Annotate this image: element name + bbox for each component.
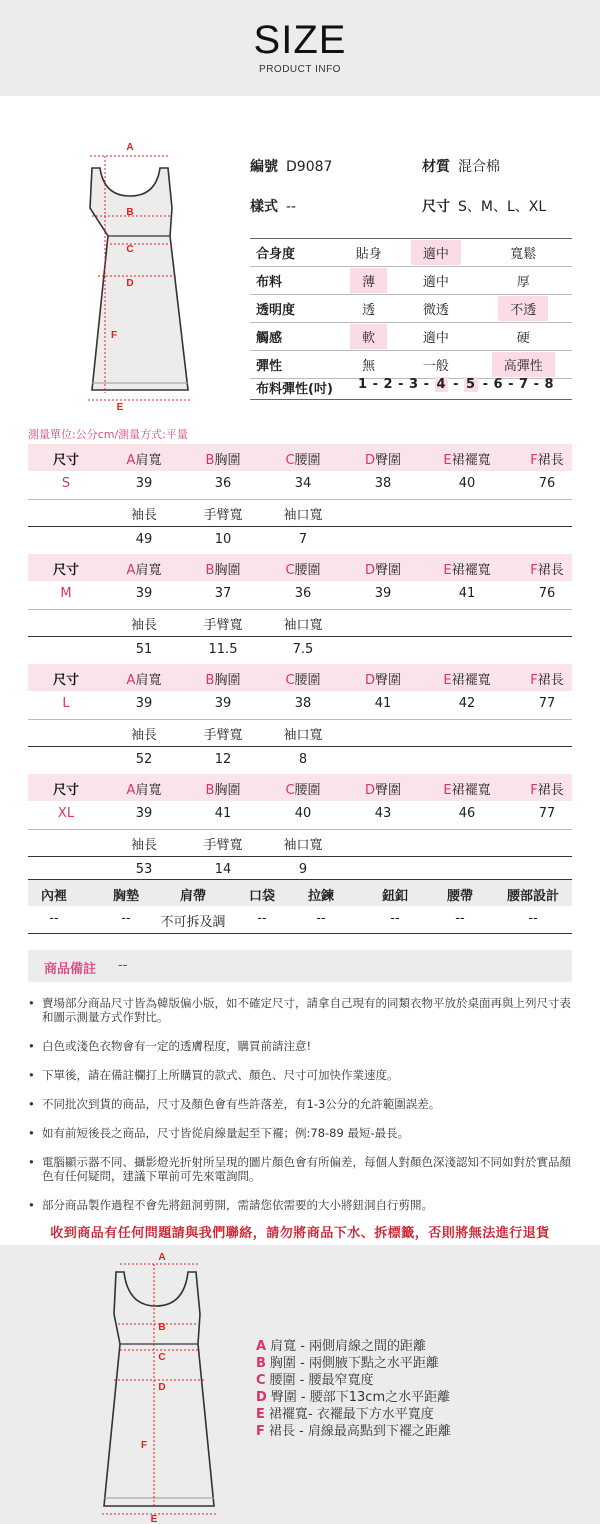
- column-header: [346, 449, 420, 468]
- column-header: [516, 559, 578, 578]
- attribute-option: 貼身: [340, 239, 397, 267]
- attribute-label: 觸感: [250, 323, 340, 351]
- remarks-bar: 商品備註 --: [28, 950, 572, 982]
- column-letter: E: [443, 563, 452, 578]
- extra-value: 7.5: [292, 642, 314, 657]
- column-header: [426, 559, 508, 578]
- page-subtitle: PRODUCT INFO: [259, 64, 341, 75]
- extra-value: 11.5: [208, 642, 238, 657]
- detail-header: 胸墊: [112, 889, 139, 904]
- column-header: [112, 449, 176, 468]
- note-item: • 不同批次到貨的商品，尺寸及顏色會有些許落差，有1-3公分的允許範圍誤差。: [28, 1097, 576, 1111]
- column-letter: D: [364, 563, 375, 578]
- legend-text: 臀圍 - 腰部下13cm之水平距離: [270, 1390, 451, 1405]
- column-letter: A: [126, 563, 136, 578]
- column-name: 裙襬寬: [451, 453, 491, 468]
- column-letter: C: [285, 673, 295, 688]
- product-style: 樣式 --: [250, 199, 297, 215]
- size-values-row: [28, 471, 572, 498]
- column-letter: F: [530, 783, 538, 798]
- size-value: 46: [458, 806, 476, 821]
- dress-diagram-bottom: [96, 1248, 226, 1524]
- column-name: 胸圍: [214, 783, 241, 798]
- attribute-row: [250, 267, 572, 295]
- column-header: [188, 669, 258, 688]
- attribute-option: 高彈性: [475, 351, 572, 379]
- detail-value: --: [49, 911, 59, 926]
- size-header-label: 尺寸: [52, 783, 79, 798]
- size-value: 39: [135, 806, 153, 821]
- elasticity-value: 8: [544, 377, 555, 392]
- column-name: 腰圍: [294, 673, 321, 688]
- extra-column-header: 袖長: [130, 508, 157, 523]
- legend-letter: A: [256, 1339, 267, 1354]
- column-letter: A: [126, 453, 136, 468]
- extra-value: 8: [298, 752, 308, 767]
- extra-column-header: 袖口寬: [283, 618, 323, 633]
- column-name: 臀圍: [375, 673, 402, 688]
- column-name: 裙長: [537, 453, 564, 468]
- legend-letter: B: [256, 1356, 266, 1371]
- legend-item: [256, 1338, 451, 1355]
- attribute-option: 微透: [397, 295, 474, 323]
- legend-item: [256, 1355, 451, 1372]
- size-value: 38: [374, 476, 392, 491]
- size-value: 76: [538, 476, 556, 491]
- svg-text:D: D: [158, 1382, 166, 1393]
- column-letter: C: [285, 563, 295, 578]
- attribute-table: [250, 238, 572, 379]
- size-value: 41: [458, 586, 476, 601]
- attribute-label: 合身度: [250, 239, 340, 267]
- size-value: 43: [374, 806, 392, 821]
- svg-text:B: B: [158, 1322, 166, 1333]
- detail-header: 內裡: [40, 889, 67, 904]
- legend-item: [256, 1372, 451, 1389]
- attribute-option: 軟: [340, 323, 397, 351]
- detail-value: --: [528, 911, 538, 926]
- svg-text:C: C: [158, 1352, 166, 1363]
- column-header: [268, 669, 338, 688]
- column-name: 肩寬: [135, 783, 162, 798]
- detail-header: 拉鍊: [307, 889, 334, 904]
- attribute-row: [250, 323, 572, 351]
- svg-text:A: A: [158, 1252, 166, 1263]
- size-label: L: [62, 696, 70, 711]
- column-header: [188, 779, 258, 798]
- size-label: XL: [57, 806, 75, 821]
- label-c: C: [126, 244, 134, 255]
- extra-value: 7: [298, 532, 308, 547]
- extra-value: 10: [214, 532, 232, 547]
- detail-value: --: [455, 911, 465, 926]
- column-name: 裙長: [537, 783, 564, 798]
- column-letter: B: [205, 453, 215, 468]
- column-header: [346, 559, 420, 578]
- extra-values-row: [28, 747, 572, 774]
- column-header: [112, 669, 176, 688]
- size-value: 39: [374, 586, 392, 601]
- column-name: 裙長: [537, 673, 564, 688]
- column-letter: E: [443, 783, 452, 798]
- legend-text: 裙長 - 肩線最高點到下襬之距離: [268, 1424, 451, 1439]
- details-header: [28, 880, 572, 906]
- legend-item: [256, 1389, 451, 1406]
- extra-value: 52: [135, 752, 153, 767]
- page-header: [0, 0, 600, 96]
- size-value: 76: [538, 586, 556, 601]
- label-e: E: [116, 402, 124, 413]
- label-d: D: [126, 278, 134, 289]
- extra-header-row: [28, 499, 572, 526]
- extra-value: 14: [214, 862, 232, 877]
- column-header: [426, 779, 508, 798]
- column-name: 腰圍: [294, 563, 321, 578]
- attribute-label: 布料: [250, 267, 340, 295]
- size-header-row: [28, 774, 572, 801]
- extra-column-header: 手臂寬: [203, 618, 243, 633]
- svg-text:E: E: [150, 1514, 158, 1524]
- elasticity-value: 2: [383, 377, 394, 392]
- detail-header: 腰帶: [446, 889, 473, 904]
- column-header: [346, 669, 420, 688]
- attribute-option: 無: [340, 351, 397, 379]
- column-letter: C: [285, 783, 295, 798]
- size-value: 39: [135, 586, 153, 601]
- size-value: 39: [214, 696, 232, 711]
- column-letter: B: [205, 673, 215, 688]
- note-item: • 如有前短後長之商品，尺寸皆從肩線量起至下襬；例:78-89 最短-最長。: [28, 1126, 576, 1140]
- column-name: 胸圍: [214, 453, 241, 468]
- column-name: 胸圍: [214, 673, 241, 688]
- dress-diagram-top: [80, 138, 200, 416]
- note-item: • 電腦顯示器不同、攝影燈光折射所呈現的圖片顏色會有所偏差，每個人對顏色深淺認知不同如對於實品顏色有任何疑問，建議下單前可先來電詢問。: [28, 1155, 576, 1183]
- column-name: 裙長: [537, 563, 564, 578]
- column-letter: E: [443, 673, 452, 688]
- column-letter: B: [205, 563, 215, 578]
- extra-value: 51: [135, 642, 153, 657]
- column-name: 臀圍: [375, 563, 402, 578]
- size-values-row: [28, 581, 572, 608]
- legend-text: 腰圍 - 腰最窄寬度: [269, 1373, 374, 1388]
- column-letter: A: [126, 673, 136, 688]
- column-letter: F: [530, 453, 538, 468]
- extra-column-header: 手臂寬: [203, 728, 243, 743]
- detail-header: 鈕釦: [381, 889, 408, 904]
- extra-header-row: [28, 719, 572, 746]
- column-name: 胸圍: [214, 563, 241, 578]
- size-value: 34: [294, 476, 312, 491]
- note-item: • 下單後，請在備註欄打上所購買的款式、顏色、尺寸可加快作業速度。: [28, 1068, 576, 1082]
- elasticity-value: 5: [466, 377, 476, 392]
- column-header: [346, 779, 420, 798]
- legend-letter: C: [256, 1373, 266, 1388]
- column-name: 臀圍: [375, 783, 402, 798]
- notes-list: [28, 996, 576, 1227]
- product-material: 材質 混合棉: [422, 159, 500, 175]
- column-header: [426, 449, 508, 468]
- details-values: [28, 906, 572, 932]
- column-header: [188, 559, 258, 578]
- label-b: B: [126, 207, 134, 218]
- elasticity-value: 3: [409, 377, 419, 392]
- extra-value: 12: [214, 752, 232, 767]
- extra-column-header: 手臂寬: [203, 838, 243, 853]
- column-header: [268, 449, 338, 468]
- attribute-option: 適中: [397, 323, 474, 351]
- extra-column-header: 袖口寬: [283, 838, 323, 853]
- size-value: 42: [458, 696, 476, 711]
- elasticity-value: 4: [436, 377, 447, 392]
- attribute-row: [250, 239, 572, 267]
- column-name: 臀圍: [375, 453, 402, 468]
- note-item: • 部分商品製作過程不會先將鈕洞剪開，需請您依需要的大小將鈕洞自行剪開。: [28, 1198, 576, 1212]
- column-letter: D: [364, 783, 375, 798]
- size-value: 36: [214, 476, 232, 491]
- extra-value: 49: [135, 532, 153, 547]
- column-header: [516, 779, 578, 798]
- legend-letter: F: [256, 1424, 265, 1439]
- measurement-legend: [256, 1338, 451, 1440]
- column-letter: B: [205, 783, 215, 798]
- svg-text:F: F: [140, 1440, 148, 1451]
- attribute-option: 適中: [397, 239, 474, 267]
- column-name: 裙襬寬: [451, 673, 491, 688]
- attribute-option: 厚: [475, 267, 572, 295]
- size-value: 39: [135, 696, 153, 711]
- note-item: • 賣場部分商品尺寸皆為韓版偏小版，如不確定尺寸，請拿自己現有的同類衣物平放於桌面再與上列尺寸表和圖示測量方式作對比。: [28, 996, 576, 1024]
- extra-column-header: 手臂寬: [203, 508, 243, 523]
- column-header: [112, 559, 176, 578]
- legend-text: 肩寬 - 兩側肩線之間的距離: [270, 1339, 427, 1354]
- size-header-label: 尺寸: [52, 673, 79, 688]
- extra-column-header: 袖長: [130, 728, 157, 743]
- legend-text: 裙襬寬- 衣襬最下方水平寬度: [268, 1407, 434, 1422]
- extra-column-header: 袖口寬: [283, 728, 323, 743]
- column-letter: C: [285, 453, 295, 468]
- size-value: 39: [135, 476, 153, 491]
- size-header-row: [28, 664, 572, 691]
- size-value: 36: [294, 586, 312, 601]
- product-code: 編號 D9087: [250, 159, 333, 175]
- extra-values-row: [28, 637, 572, 664]
- size-values-row: [28, 691, 572, 718]
- size-value: 41: [374, 696, 392, 711]
- size-header-row: [28, 444, 572, 471]
- size-label: M: [60, 586, 72, 601]
- column-header: [516, 449, 578, 468]
- attribute-option: 薄: [340, 267, 397, 295]
- warning-text: 收到商品有任何問題請與我們聯絡，請勿將商品下水、拆標籤，否則將無法進行退貨: [50, 1226, 550, 1241]
- attribute-option: 不透: [475, 295, 572, 323]
- column-name: 腰圍: [294, 783, 321, 798]
- detail-value: --: [257, 911, 267, 926]
- column-name: 肩寬: [135, 453, 162, 468]
- note-item: • 白色或淺色衣物會有一定的透膚程度，購買前請注意!: [28, 1039, 576, 1053]
- elasticity-value: 6: [493, 377, 504, 392]
- detail-header: 肩帶: [179, 889, 206, 904]
- extra-header-row: [28, 609, 572, 636]
- legend-item: [256, 1423, 451, 1440]
- extra-values-row: [28, 527, 572, 554]
- elasticity-value: 7: [519, 377, 529, 392]
- size-label: S: [61, 476, 71, 491]
- column-header: [268, 559, 338, 578]
- size-header-label: 尺寸: [52, 563, 79, 578]
- attribute-label: 彈性: [250, 351, 340, 379]
- legend-text: 胸圍 - 兩側腋下點之水平距離: [269, 1356, 439, 1371]
- attribute-label: 透明度: [250, 295, 340, 323]
- column-name: 肩寬: [135, 563, 162, 578]
- elasticity-row: 布料彈性(吋) 1 - 2 - 3 - 4 - 5 - 6 - 7 - 8: [250, 374, 572, 400]
- extra-column-header: 袖長: [130, 838, 157, 853]
- legend-letter: D: [256, 1390, 267, 1405]
- size-value: 77: [538, 806, 556, 821]
- product-sizes: 尺寸 S、M、L、XL: [422, 199, 547, 215]
- attribute-row: [250, 295, 572, 323]
- page-title: SIZE: [253, 18, 347, 62]
- unit-note: 測量單位:公分cm/測量方式:平量: [28, 428, 188, 441]
- attribute-option: 硬: [475, 323, 572, 351]
- detail-header: 腰部設計: [506, 889, 559, 904]
- column-letter: D: [364, 673, 375, 688]
- size-value: 37: [214, 586, 232, 601]
- extra-header-row: [28, 829, 572, 856]
- detail-value: 不可拆及調: [160, 915, 226, 930]
- size-values-row: [28, 801, 572, 828]
- legend-item: [256, 1406, 451, 1423]
- size-value: 38: [294, 696, 312, 711]
- column-name: 裙襬寬: [451, 783, 491, 798]
- column-letter: A: [126, 783, 136, 798]
- attribute-option: 透: [340, 295, 397, 323]
- label-a: A: [126, 142, 134, 153]
- extra-value: 9: [298, 862, 308, 877]
- column-letter: F: [530, 673, 538, 688]
- column-header: [516, 669, 578, 688]
- extra-column-header: 袖長: [130, 618, 157, 633]
- size-value: 40: [458, 476, 476, 491]
- attribute-option: 一般: [397, 351, 474, 379]
- size-header-label: 尺寸: [52, 453, 79, 468]
- column-letter: F: [530, 563, 538, 578]
- column-name: 裙襬寬: [451, 563, 491, 578]
- elasticity-scale: 1 - 2 - 3 - 4 - 5 - 6 - 7 - 8: [358, 377, 555, 392]
- detail-value: --: [316, 911, 326, 926]
- column-name: 肩寬: [135, 673, 162, 688]
- column-header: [426, 669, 508, 688]
- column-header: [112, 779, 176, 798]
- column-letter: E: [443, 453, 452, 468]
- attribute-option: 寬鬆: [475, 239, 572, 267]
- detail-value: --: [390, 911, 400, 926]
- extra-value: 53: [135, 862, 153, 877]
- legend-letter: E: [256, 1407, 265, 1422]
- column-header: [188, 449, 258, 468]
- column-header: [268, 779, 338, 798]
- size-header-row: [28, 554, 572, 581]
- size-value: 77: [538, 696, 556, 711]
- attribute-option: 適中: [397, 267, 474, 295]
- size-value: 40: [294, 806, 312, 821]
- detail-value: --: [121, 911, 131, 926]
- column-letter: D: [364, 453, 375, 468]
- size-value: 41: [214, 806, 232, 821]
- extra-column-header: 袖口寬: [283, 508, 323, 523]
- elasticity-value: 1: [358, 377, 368, 392]
- column-name: 腰圍: [294, 453, 321, 468]
- detail-header: 口袋: [248, 889, 275, 904]
- label-f: F: [110, 330, 118, 341]
